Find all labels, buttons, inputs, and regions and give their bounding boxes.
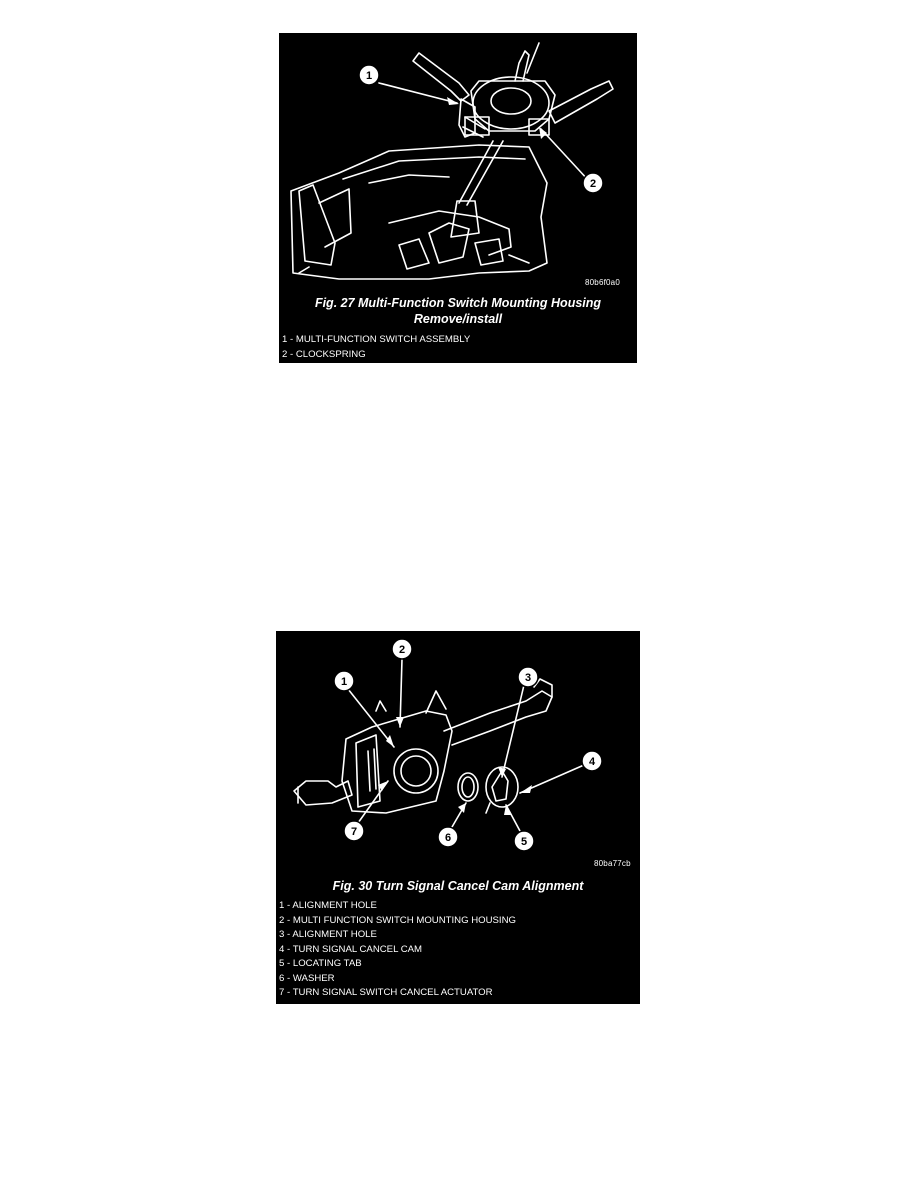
callout-7-marker (344, 821, 364, 841)
figure-30 (276, 631, 640, 1004)
figure-27-code: 80b6f0a0 (585, 278, 620, 287)
callout-5-number: 5 (520, 836, 528, 848)
callout-4-marker (582, 751, 602, 771)
callout-1-number: 1 (340, 676, 348, 688)
callout-5-marker (514, 831, 534, 851)
callout-6-number: 6 (444, 832, 452, 844)
legend-item: 5 - LOCATING TAB (279, 958, 362, 969)
legend-item: 3 - ALIGNMENT HOLE (279, 929, 377, 940)
figure-27-subtitle: Remove/install (413, 312, 503, 326)
figure-27-title: Fig. 27 Multi-Function Switch Mounting Housing (314, 296, 602, 310)
callout-2-marker (392, 639, 412, 659)
steering-column-shaft (459, 141, 503, 205)
legend-item: 1 - ALIGNMENT HOLE (279, 900, 377, 911)
right-stalk-shape (444, 691, 552, 745)
figure-30-legend (279, 899, 516, 1001)
figure-27-legend (282, 333, 470, 362)
callout-3-leader (502, 685, 524, 777)
callout-1-leader (348, 689, 394, 747)
clockspring-hub (491, 88, 531, 114)
clockspring-ring (473, 77, 549, 129)
callout-7-number: 7 (350, 826, 358, 838)
callout-2-marker (583, 173, 603, 193)
figure-30-code: 80ba77cb (594, 859, 631, 868)
legend-item: 1 - MULTI-FUNCTION SWITCH ASSEMBLY (282, 334, 471, 345)
callout-3-marker (518, 667, 538, 687)
legend-item: 2 - CLOCKSPRING (282, 348, 366, 360)
legend-item: 2 - MULTI FUNCTION SWITCH MOUNTING HOUSING (279, 914, 516, 926)
callout-1-marker (334, 671, 354, 691)
legend-item: 6 - WASHER (279, 972, 335, 984)
legend-item: 4 - TURN SIGNAL CANCEL CAM (279, 943, 423, 955)
callout-2-leader (400, 659, 402, 727)
callout-1-number: 1 (365, 70, 373, 82)
callout-2-number: 2 (398, 644, 406, 656)
callout-2-number: 2 (589, 178, 597, 190)
instrument-panel-outline (291, 145, 547, 279)
callout-1-marker (359, 65, 379, 85)
callout-4-number: 4 (588, 756, 596, 768)
figure-30-title: Fig. 30 Turn Signal Cancel Cam Alignment (332, 879, 584, 893)
callout-6-marker (438, 827, 458, 847)
turn-signal-stalk-shape (549, 81, 613, 123)
figure-27 (279, 33, 637, 363)
legend-item: 7 - TURN SIGNAL SWITCH CANCEL ACTUATOR (279, 987, 493, 998)
callout-3-number: 3 (524, 672, 532, 684)
callout-2-leader (541, 129, 589, 181)
